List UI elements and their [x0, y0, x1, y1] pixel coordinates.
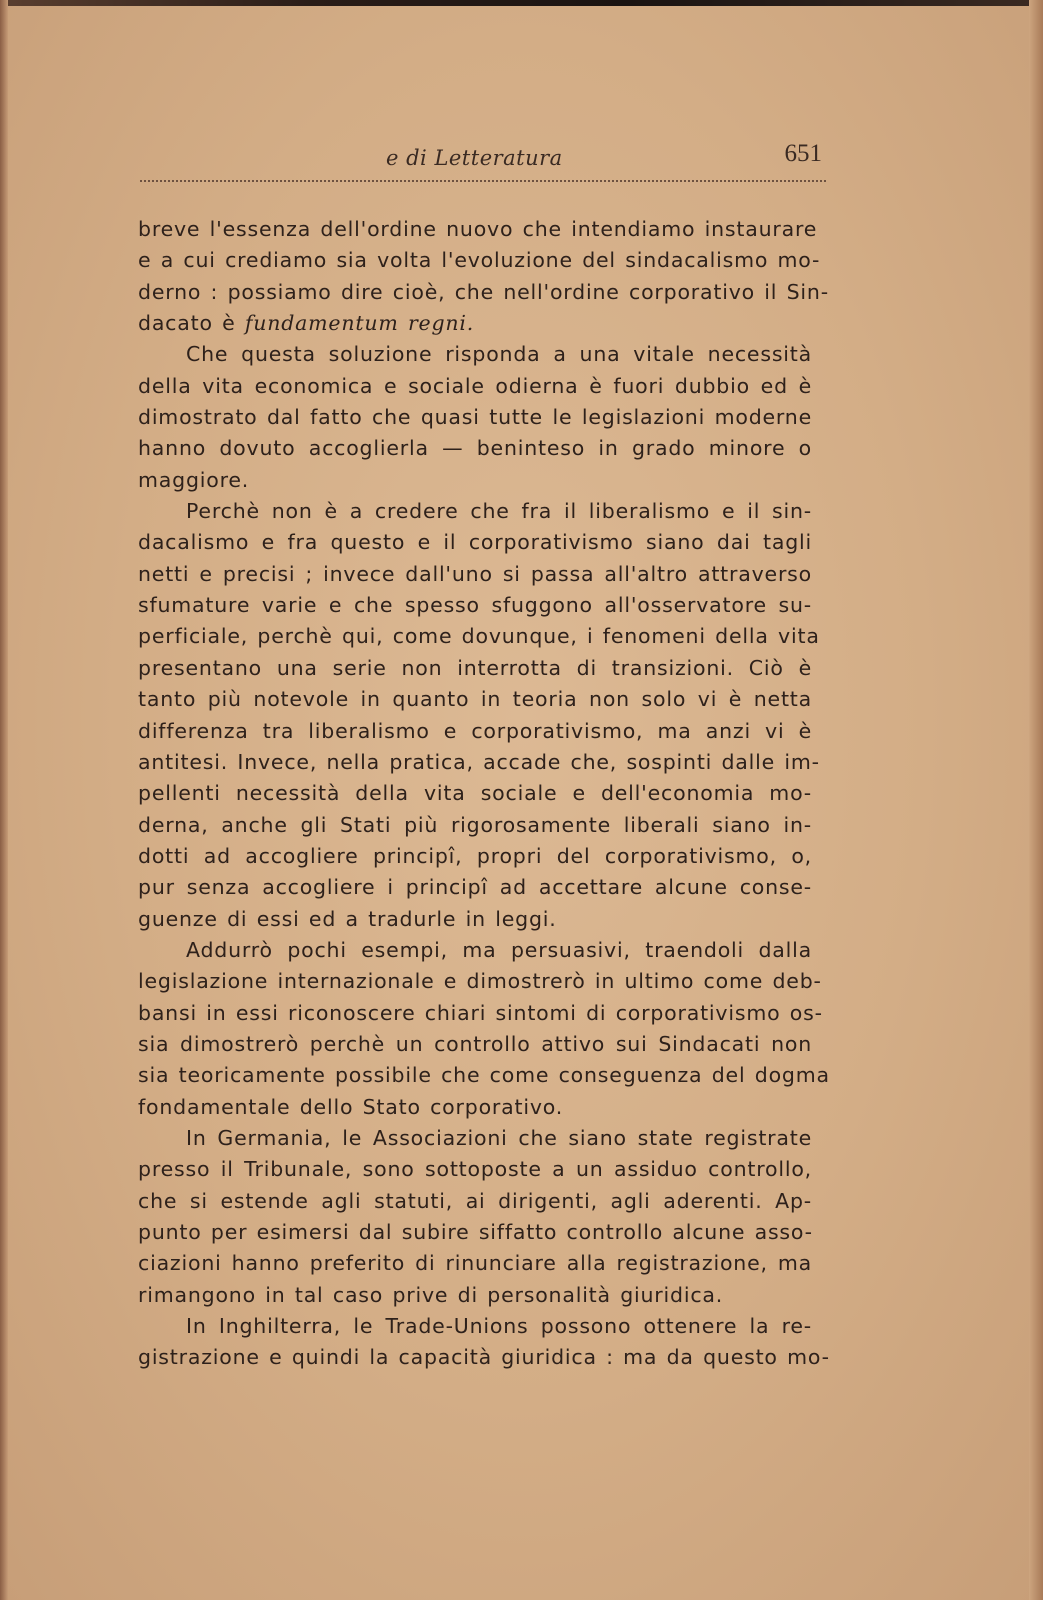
- text-line: Che questa soluzione risponda a una vitale necessità: [186, 342, 812, 367]
- text-line: gistrazione e quindi la capacità giuridica : ma da questo mo-: [138, 1345, 830, 1370]
- text-line: tanto più notevole in quanto in teoria non solo vi è netta: [138, 687, 812, 712]
- text-line: che si estende agli statuti, ai dirigenti, agli aderenti. Ap-: [138, 1188, 812, 1213]
- text-line: In Inghilterra, le Trade-Unions possono ottenere la re-: [186, 1314, 812, 1339]
- page-top-edge: [0, 0, 1043, 6]
- running-title: e di Letteratura: [386, 146, 563, 170]
- text-line: Perchè non è a credere che fra il liberalismo e il sin-: [186, 499, 812, 524]
- text-line: [138, 308, 812, 339]
- text-line: hanno dovuto accoglierla — beninteso in grado minore o: [138, 436, 812, 461]
- body-text: [138, 214, 830, 1374]
- text-line: dacalismo e fra questo e il corporativismo siano dai tagli: [138, 530, 812, 555]
- text-line: antitesi. Invece, nella pratica, accade che, sospinti dalle im-: [138, 749, 820, 774]
- text-line: legislazione internazionale e dimostrerò in ultimo come deb-: [138, 969, 822, 994]
- text-line: sia dimostrerò perchè un controllo attivo sui Sindacati non: [138, 1031, 812, 1056]
- text-line: sfumature varie e che spesso sfuggono all'osservatore su-: [138, 593, 812, 618]
- text-line: In Germania, le Associazioni che siano state registrate: [186, 1125, 812, 1150]
- text-line: sia teoricamente possibile che come conseguenza del dogma: [138, 1063, 830, 1088]
- text-line: differenza tra liberalismo e corporativismo, ma anzi vi è: [138, 718, 812, 743]
- text-line: guenze di essi ed a tradurle in leggi.: [138, 906, 557, 931]
- text-line: pellenti necessità della vita sociale e dell'economia mo-: [138, 781, 812, 806]
- text-segment: dacato è: [138, 311, 245, 336]
- page-left-edge: [0, 0, 8, 1600]
- text-line: maggiore.: [138, 467, 250, 492]
- page-right-edge: [1029, 0, 1043, 1600]
- text-line: breve l'essenza dell'ordine nuovo che intendiamo instaurare: [138, 217, 818, 241]
- text-line: pur senza accogliere i principî ad accettare alcune conse-: [138, 875, 812, 900]
- header-rule: [140, 180, 826, 182]
- text-line: e a cui crediamo sia volta l'evoluzione del sindacalismo mo-: [138, 248, 821, 273]
- text-line: rimangono in tal caso prive di personalità giuridica.: [138, 1282, 724, 1307]
- text-line: punto per esimersi dal subire siffatto controllo alcune asso-: [138, 1220, 813, 1244]
- text-line: della vita economica e sociale odierna è fuori dubbio ed è: [138, 373, 812, 398]
- text-line: derno : possiamo dire cioè, che nell'ordine corporativo il Sin-: [138, 279, 829, 304]
- text-line: presentano una serie non interrotta di transizioni. Ciò è: [138, 655, 812, 680]
- latin-phrase: fundamentum regni.: [244, 311, 475, 336]
- text-line: fondamentale dello Stato corporativo.: [138, 1094, 564, 1119]
- page-header: [140, 140, 826, 180]
- text-line: presso il Tribunale, sono sottoposte a un assiduo controllo,: [138, 1157, 812, 1182]
- text-line: bansi in essi riconoscere chiari sintomi di corporativismo os-: [138, 1000, 823, 1025]
- page-number: 651: [784, 140, 822, 167]
- text-line: ciazioni hanno preferito di rinunciare alla registrazione, ma: [138, 1251, 812, 1276]
- text-line: perficiale, perchè qui, come dovunque, i fenomeni della vita: [138, 624, 820, 649]
- text-line: Addurrò pochi esempi, ma persuasivi, traendoli dalla: [186, 937, 812, 962]
- text-line: netti e precisi ; invece dall'uno si passa all'altro attraverso: [138, 561, 812, 586]
- text-line: dotti ad accogliere principî, propri del corporativismo, o,: [138, 843, 812, 868]
- text-line: derna, anche gli Stati più rigorosamente liberali siano in-: [138, 812, 812, 837]
- text-line: dimostrato dal fatto che quasi tutte le legislazioni moderne: [138, 405, 812, 430]
